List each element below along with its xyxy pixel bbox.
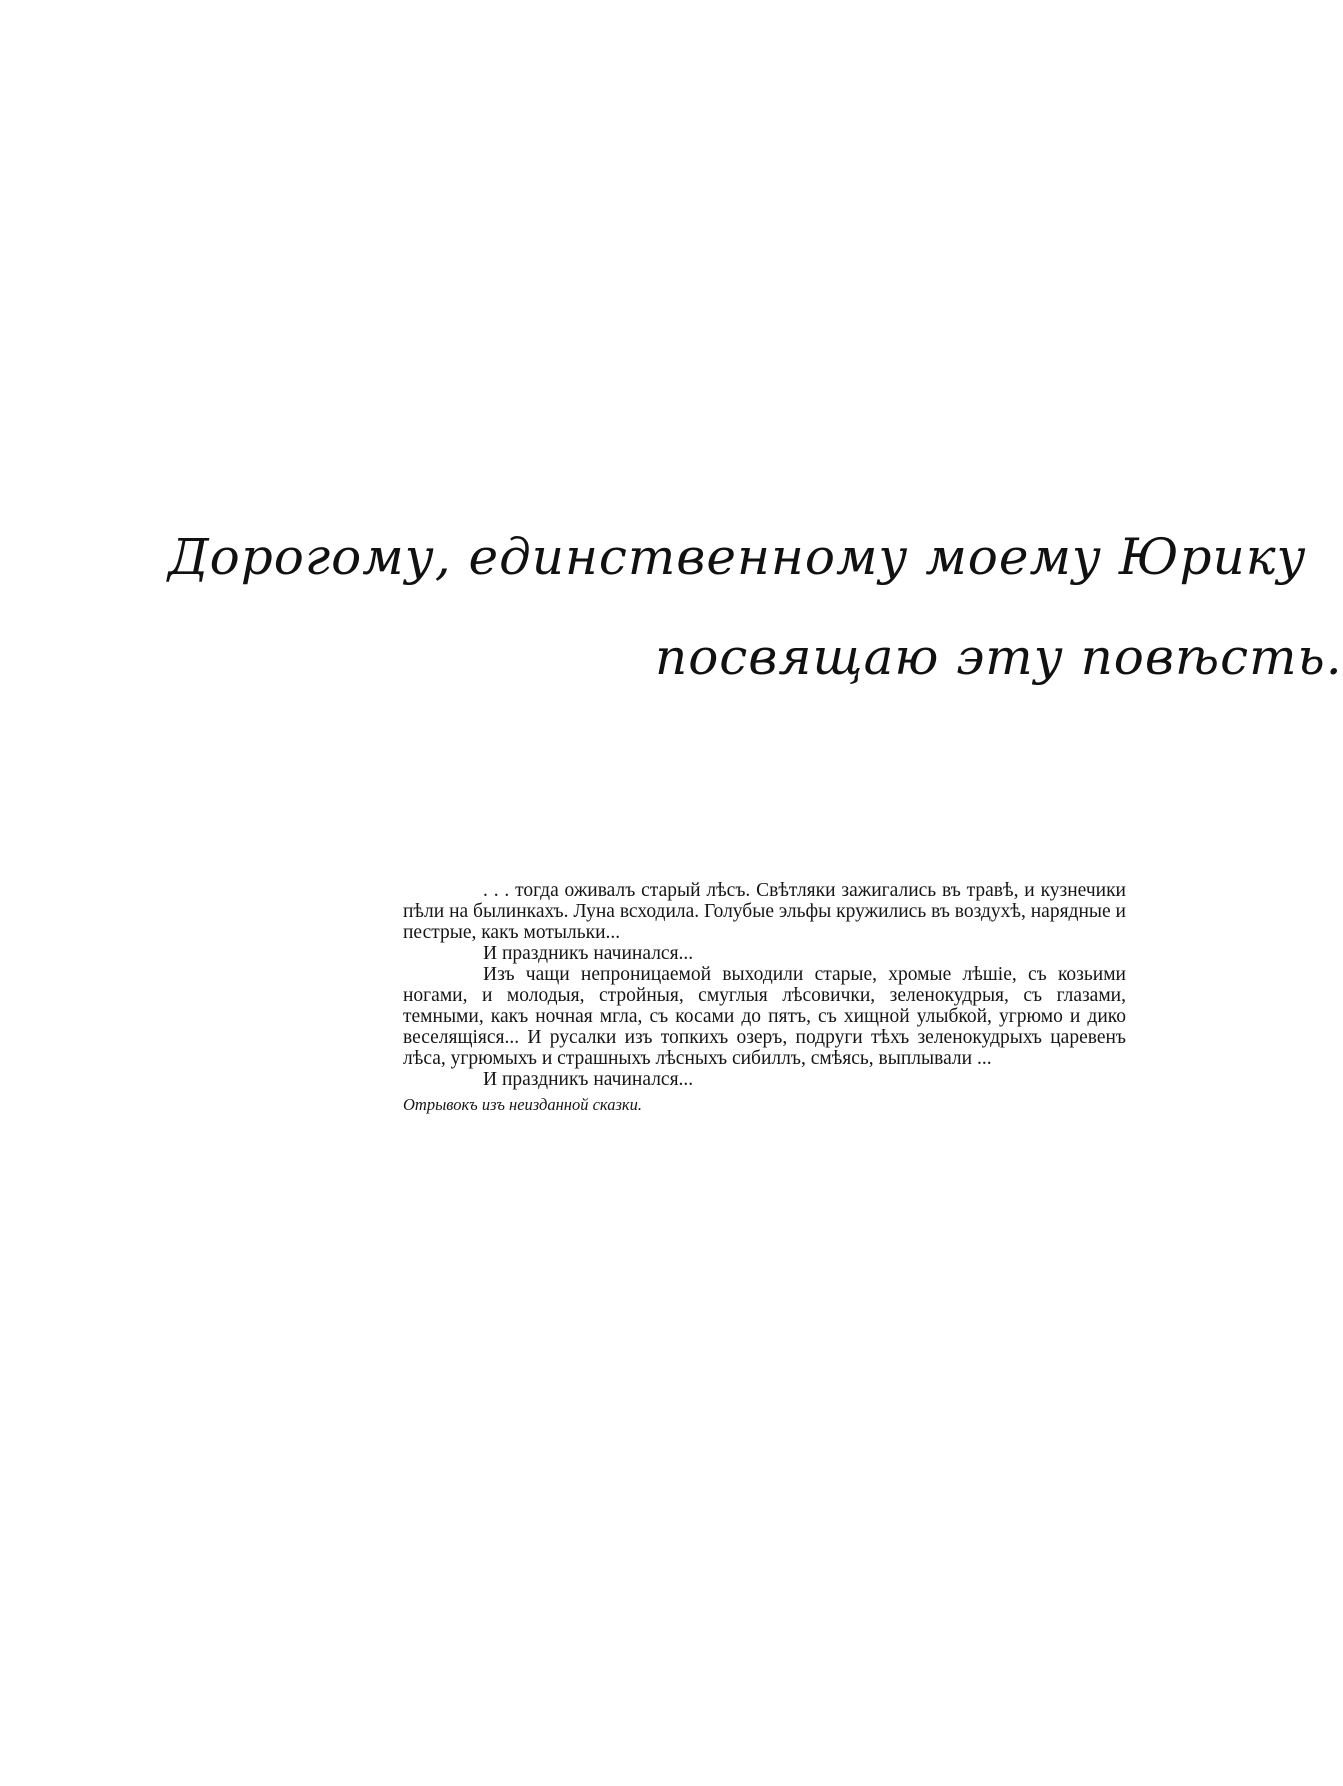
epigraph-paragraph-3: Изъ чащи непроницаемой выходили старые, хромые лѣшіе, съ козьими ногами, и молодыя, стройныя, смуглыя лѣсовички, зеленокудрыя, съ глазами, темными, какъ ночная мгла, съ косами до пятъ, съ хищной улыбкой, угрюмо и дико веселящіяся... И русалки изъ топкихъ озеръ, подруги тѣхъ зеленокудрыхъ царевенъ лѣса, угрюмыхъ и страшныхъ лѣсныхъ сибиллъ, смѣясь, выплывали ... xyxy=(403,964,1126,1069)
epigraph-paragraph-2: И праздникъ начинался... xyxy=(483,943,694,964)
dedication-line-1: Дорогому, единственному моему Юрику xyxy=(168,528,1307,586)
epigraph xyxy=(403,880,1126,1115)
dedication xyxy=(0,0,1343,700)
epigraph-attribution: Отрывокъ изъ неизданной сказки. xyxy=(403,1095,643,1114)
dedication-line-2: посвящаю эту повѣсть. xyxy=(655,628,1343,686)
epigraph-paragraph-1: . . . тогда оживалъ старый лѣсъ. Свѣтляки зажигались въ травѣ, и кузнечики пѣли на былинкахъ. Луна всходила. Голубые эльфы кружились въ воздухѣ, нарядные и пестрые, какъ мотыльки... xyxy=(403,880,1126,943)
epigraph-paragraph-4: И праздникъ начинался... xyxy=(483,1069,694,1090)
